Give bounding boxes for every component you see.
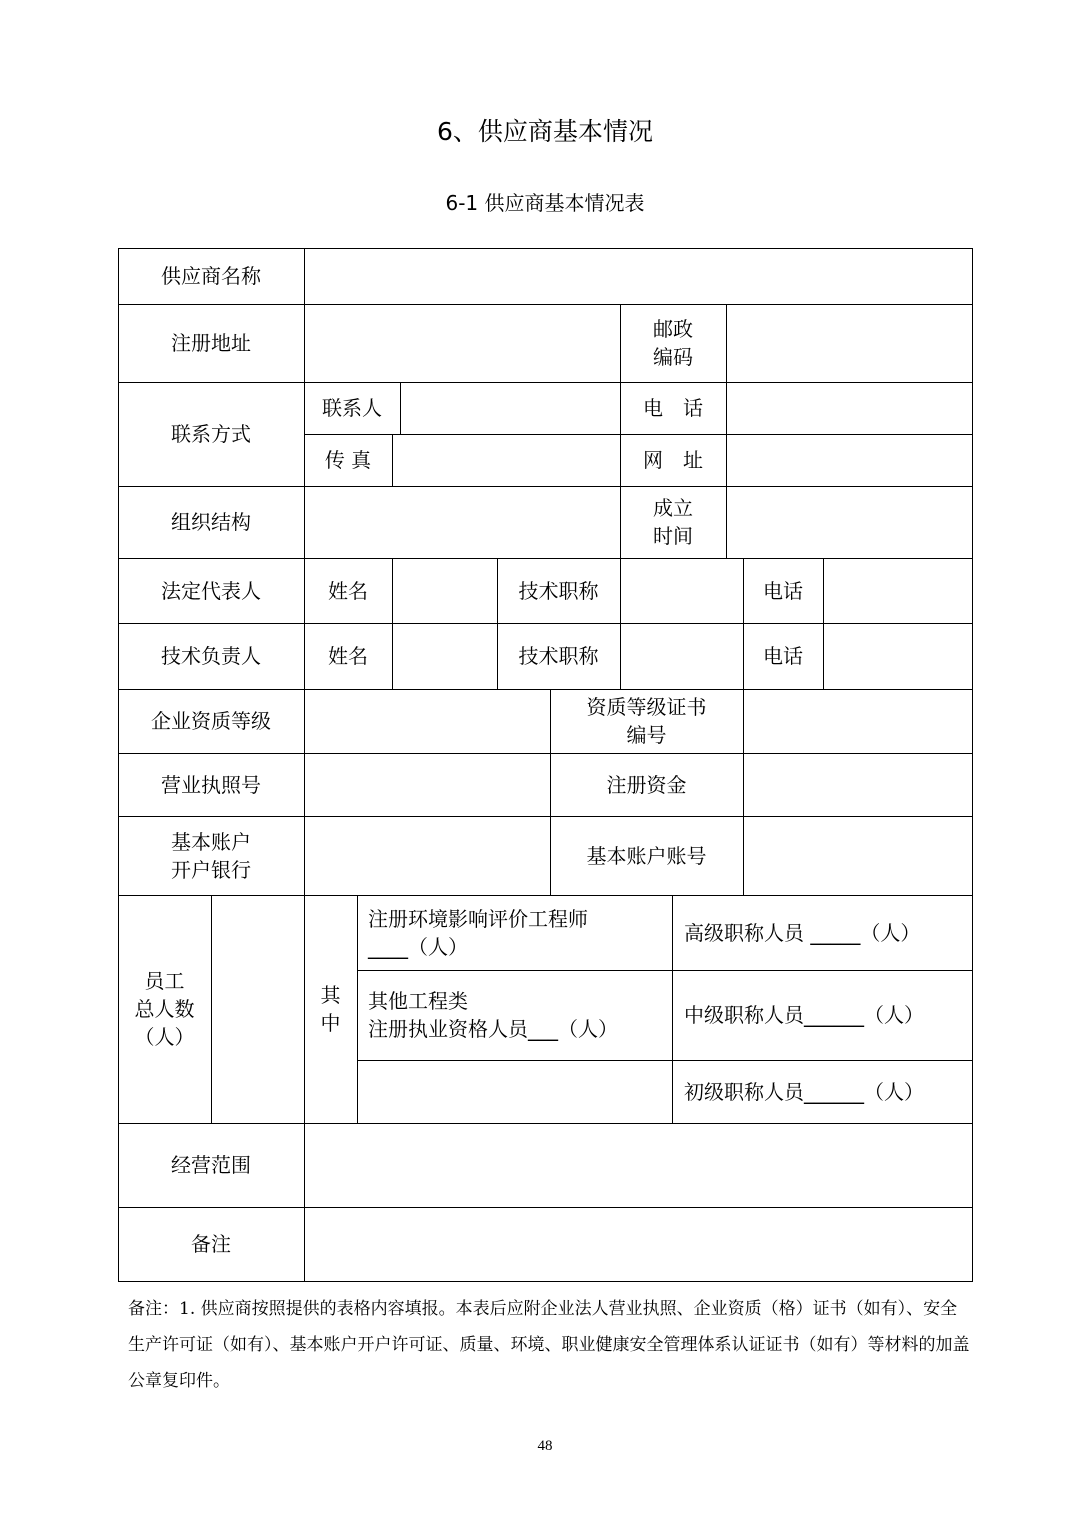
legal-rep-label: 法定代表人 <box>161 578 261 603</box>
tech-lead-title-label: 技术职称 <box>518 644 599 668</box>
tech-lead-tel-label: 电话 <box>763 644 803 668</box>
website-label: 网 址 <box>643 448 703 472</box>
page-title: 6、供应商基本情况 <box>437 117 653 146</box>
staff-total-label: 员工 总人数 （人） <box>134 969 195 1049</box>
legal-rep-title-label: 技术职称 <box>518 578 599 603</box>
supplier-name-label: 供应商名称 <box>161 264 261 288</box>
senior-title-label: 高级职称人员 _____（人） <box>684 920 921 945</box>
legal-rep-tel-label: 电话 <box>763 578 803 603</box>
license-no-label: 营业执照号 <box>161 772 261 797</box>
contact-method-label: 联系方式 <box>171 422 251 446</box>
fax-label: 传 真 <box>324 448 372 472</box>
founded-time-label: 成立 时间 <box>653 496 693 548</box>
qual-cert-no-label: 资质等级证书 编号 <box>586 695 707 747</box>
reg-capital-label: 注册资金 <box>606 772 687 797</box>
contact-person-label: 联系人 <box>322 396 382 420</box>
business-scope-label: 经营范围 <box>171 1153 251 1177</box>
account-no-label: 基本账户账号 <box>586 843 707 868</box>
table-title: 6-1 供应商基本情况表 <box>445 191 645 215</box>
legal-rep-name-label: 姓名 <box>328 578 368 603</box>
env-engineer-label: 注册环境影响评价工程师 ____（人） <box>368 906 588 959</box>
other-engineer-label: 其他工程类 注册执业资格人员___（人） <box>368 989 618 1041</box>
tech-lead-label: 技术负责人 <box>161 644 261 668</box>
org-structure-label: 组织结构 <box>171 510 251 534</box>
reg-address-label: 注册地址 <box>171 331 251 355</box>
footnote: 备注：1. 供应商按照提供的表格内容填报。本表后应附企业法人营业执照、企业资质（格）证书（如有）、安全生产许可证（如有）、基本账户开户许可证、质量、环境、职业健康安全管理体系认证证书（如有）等材料的加盖公章复印件。 <box>128 1299 970 1391</box>
bank-label: 基本账户 开户银行 <box>171 829 251 882</box>
postal-code-label: 邮政 编码 <box>653 317 693 369</box>
phone-label: 电 话 <box>643 396 703 420</box>
junior-title-label: 初级职称人员______（人） <box>684 1079 924 1104</box>
page-number: 48 <box>537 1438 553 1454</box>
mid-title-label: 中级职称人员______（人） <box>684 1003 924 1027</box>
tech-lead-name-label: 姓名 <box>328 644 368 668</box>
qual-level-label: 企业资质等级 <box>151 709 271 733</box>
among-label: 其 中 <box>320 983 341 1035</box>
remarks-label: 备注 <box>191 1232 231 1256</box>
